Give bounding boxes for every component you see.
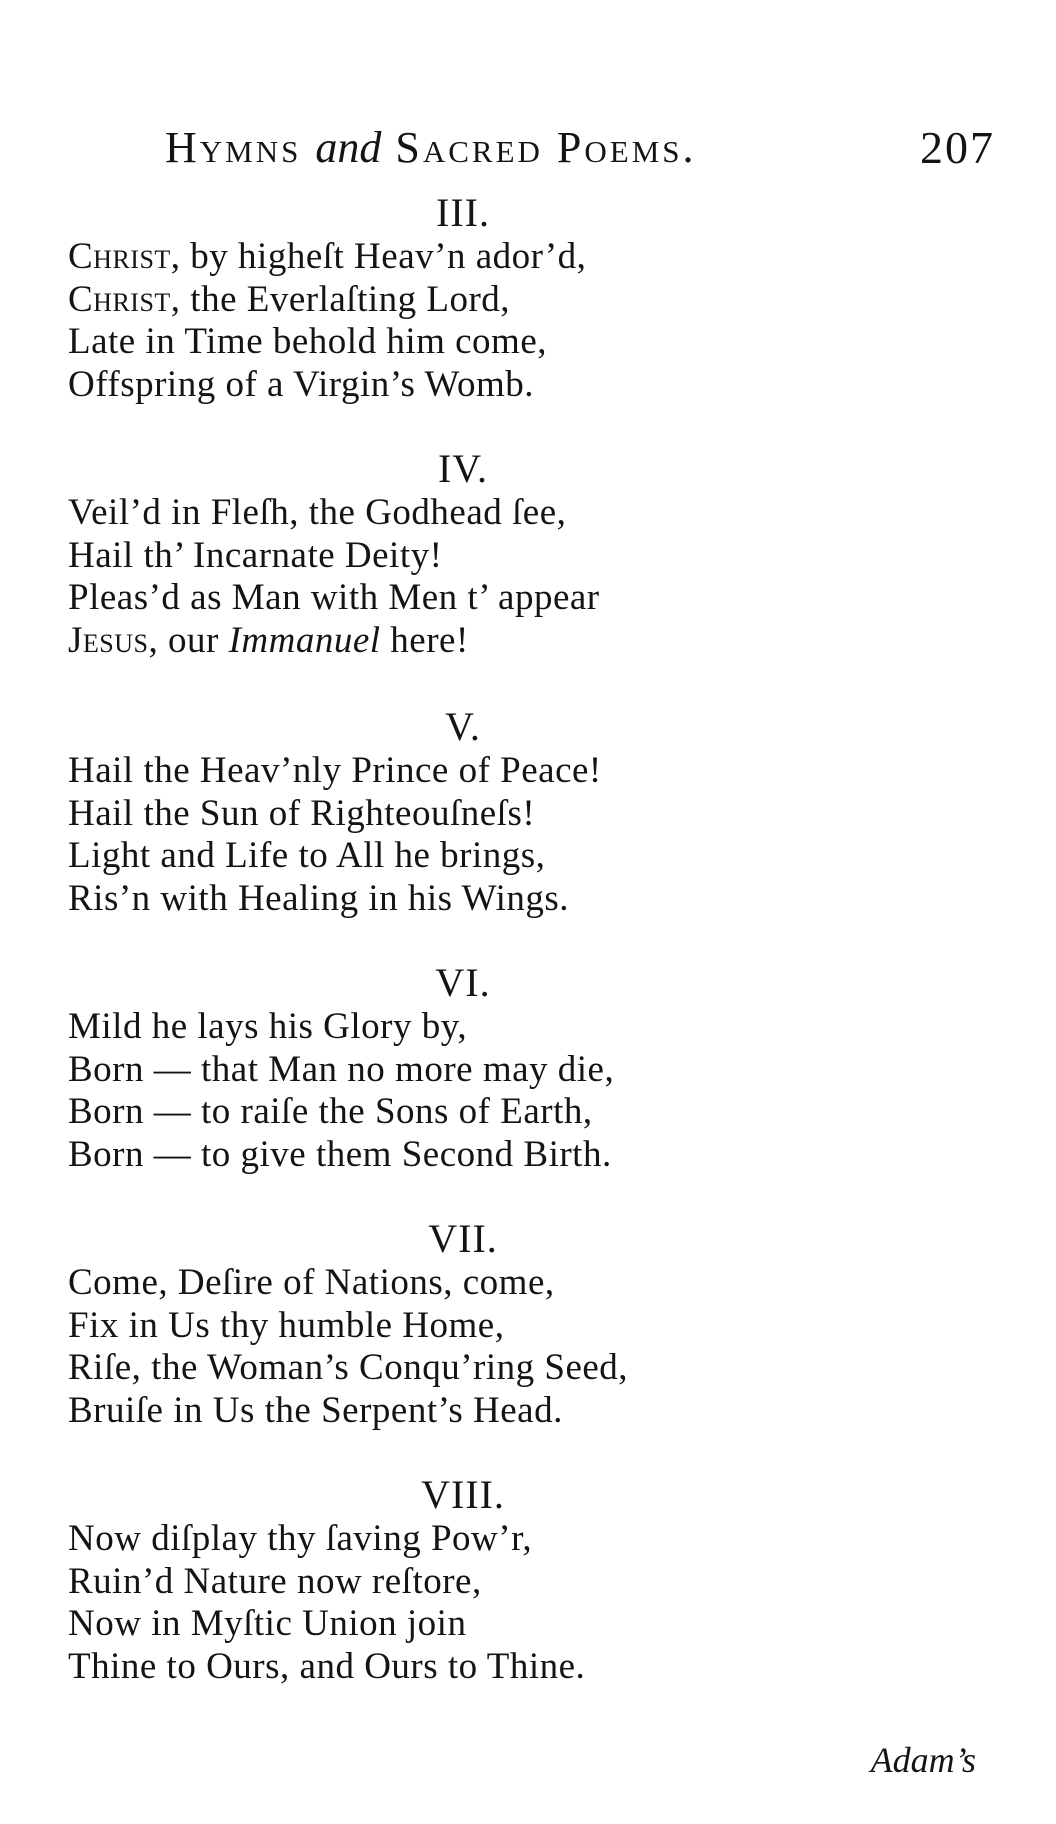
running-title xyxy=(165,118,697,178)
verse-line-text: Hail the Sun of Righteouſneſs! xyxy=(68,792,536,834)
verse-line xyxy=(68,1134,828,1177)
verse-line-text: Now diſplay thy ſaving Pow’r, xyxy=(68,1518,533,1559)
running-title-part2: Sacred Poems. xyxy=(395,123,697,172)
verse-line xyxy=(68,1305,828,1348)
verse-line-text: the Everlaſting Lord, xyxy=(180,278,511,320)
stanza-8 xyxy=(68,1474,828,1688)
verse-line xyxy=(68,1347,828,1390)
verse-line-text: Pleas’d as Man with Men t’ appear xyxy=(68,577,600,618)
verse-line-tail: here! xyxy=(380,619,469,661)
verse-line xyxy=(68,1518,828,1561)
running-title-part1: Hymns xyxy=(165,123,302,172)
verse-line-text: Veil’d in Fleſh, the Godhead ſee, xyxy=(68,492,567,533)
stanza-number: VII. xyxy=(428,1216,498,1261)
verse-line-text: by higheſt Heav’n ador’d, xyxy=(180,236,587,277)
verse-line xyxy=(68,793,828,836)
verse-line-text: Now in Myſtic Union join xyxy=(68,1603,467,1644)
verse-line-text: Fix in Us thy humble Home, xyxy=(68,1304,505,1346)
verse-line xyxy=(68,535,828,578)
verse-line-text: Thine to Ours, and Ours to Thine. xyxy=(68,1645,586,1687)
catchword: Adam’s xyxy=(870,1740,976,1780)
verse-line xyxy=(68,364,828,407)
verse-line xyxy=(68,1262,828,1305)
running-header xyxy=(165,118,995,178)
verse-line-text: Born — to give them Second Birth. xyxy=(68,1133,612,1175)
verse-line-lead: Jesus, xyxy=(68,619,159,661)
verse-line-text: our xyxy=(158,619,229,661)
verse-line xyxy=(68,492,828,535)
verse-line-text: Come, Deſire of Nations, come, xyxy=(68,1262,555,1303)
verse-line-lead: Christ, xyxy=(68,236,181,277)
stanza-number: III. xyxy=(436,190,490,235)
verse-line xyxy=(68,750,828,793)
verse-line-text: Hail the Heav’nly Prince of Peace! xyxy=(68,750,602,791)
verse-line xyxy=(68,1561,828,1604)
verse-line xyxy=(68,279,828,322)
verse-line-text: Offspring of a Virgin’s Womb. xyxy=(68,363,534,405)
verse-line xyxy=(68,1049,828,1092)
verse-line xyxy=(68,1091,828,1134)
verse-line xyxy=(68,321,828,364)
verse-line xyxy=(68,1390,828,1433)
stanza-number: V. xyxy=(445,704,481,749)
stanza-number: VI. xyxy=(435,960,491,1005)
running-title-connector: and xyxy=(315,123,382,172)
verse-line-lead: Christ, xyxy=(68,278,181,320)
verse-line-text: Ruin’d Nature now reſtore, xyxy=(68,1560,482,1602)
verse-line-text: Late in Time behold him come, xyxy=(68,321,548,362)
verse-line-text: Light and Life to All he brings, xyxy=(68,835,546,876)
stanza-number: VIII. xyxy=(421,1472,505,1517)
verse-line-text: Hail th’ Incarnate Deity! xyxy=(68,534,443,576)
verse-line-text: Born — to raiſe the Sons of Earth, xyxy=(68,1091,593,1132)
verse-line xyxy=(68,1646,828,1689)
verse-line xyxy=(68,1603,828,1646)
verse-line xyxy=(68,620,828,663)
stanza-number: IV. xyxy=(437,446,489,491)
stanza-7 xyxy=(68,1218,828,1432)
verse-line xyxy=(68,1006,828,1049)
verse-line xyxy=(68,236,828,279)
verse-line-text: Riſe, the Woman’s Conqu’ring Seed, xyxy=(68,1347,629,1388)
stanza-3 xyxy=(68,192,828,406)
stanza-4 xyxy=(68,448,828,662)
verse-line-emphasis: Immanuel xyxy=(228,619,381,661)
verse-line-text: Ris’n with Healing in his Wings. xyxy=(68,877,569,919)
stanza-6 xyxy=(68,962,828,1176)
page-number: 207 xyxy=(920,122,995,173)
verse-line-text: Born — that Man no more may die, xyxy=(68,1048,615,1090)
verse-line xyxy=(68,878,828,921)
verse-line-text: Mild he lays his Glory by, xyxy=(68,1006,468,1047)
verse-line xyxy=(68,577,828,620)
stanza-5 xyxy=(68,706,828,920)
verse-line xyxy=(68,835,828,878)
verse-line-text: Bruiſe in Us the Serpent’s Head. xyxy=(68,1389,563,1431)
